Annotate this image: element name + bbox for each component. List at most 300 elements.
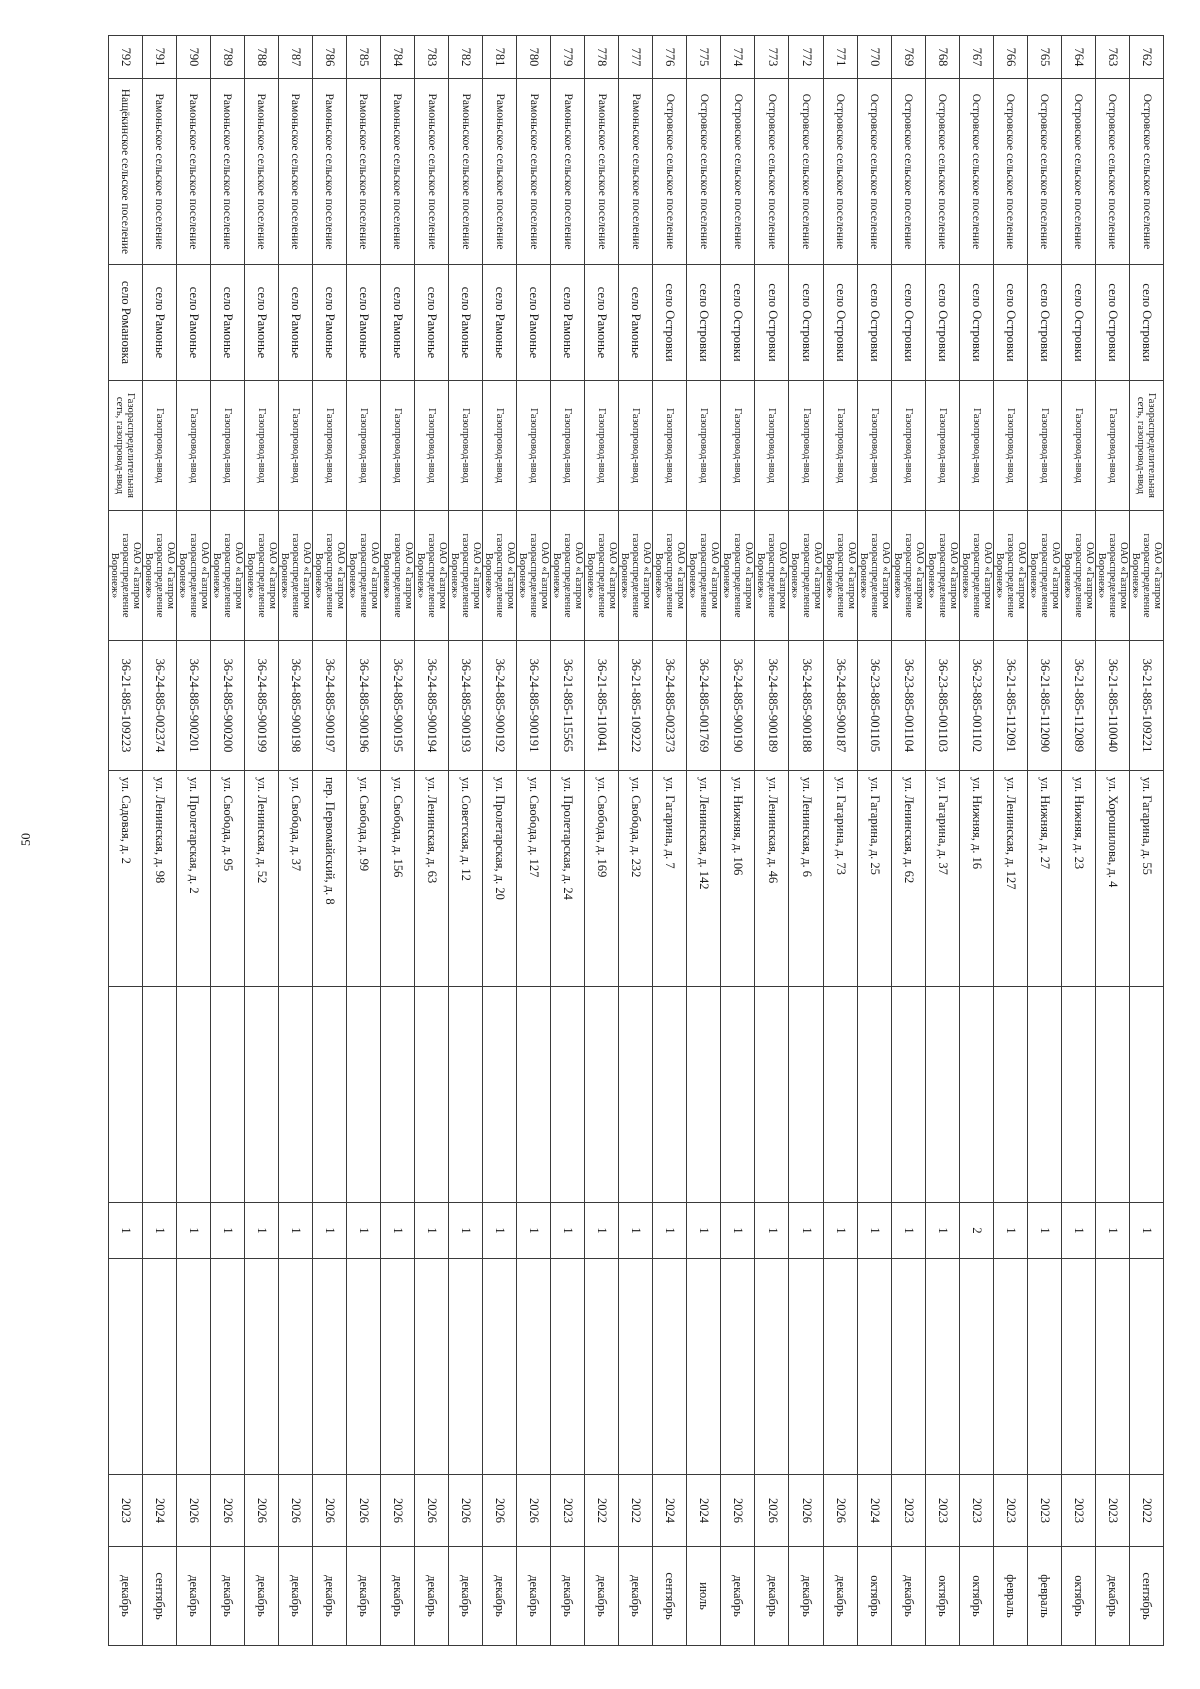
object-type-cell: Газопровод-ввод (789, 381, 823, 511)
object-type-cell: Газопровод-ввод (380, 381, 414, 511)
empty-cell (619, 1259, 653, 1475)
year-cell: 2026 (449, 1475, 483, 1547)
year-cell: 2022 (619, 1475, 653, 1547)
locality-cell: село Островки (721, 265, 755, 381)
month-cell: сентябрь (142, 1547, 176, 1646)
empty-cell (312, 987, 346, 1203)
address-cell: ул. Ленинская, д. 98 (142, 771, 176, 987)
table-row (1129, 36, 1163, 1646)
quantity-cell: 1 (619, 1203, 653, 1259)
row-number: 784 (380, 36, 414, 79)
object-type-cell: Газопровод-ввод (346, 381, 380, 511)
settlement-cell: Рамоньское сельское поселение (483, 79, 517, 265)
row-number: 783 (414, 36, 448, 79)
table-row (755, 36, 789, 1646)
empty-cell (1027, 1259, 1061, 1475)
address-cell: ул. Свобода, д. 232 (619, 771, 653, 987)
month-cell: декабрь (278, 1547, 312, 1646)
quantity-cell: 1 (414, 1203, 448, 1259)
empty-cell (755, 987, 789, 1203)
table-row (312, 36, 346, 1646)
organization-cell: ОАО «Газпром газораспределение Воронеж» (1129, 511, 1163, 641)
settlement-cell: Рамоньское сельское поселение (517, 79, 551, 265)
locality-cell: село Островки (925, 265, 959, 381)
object-type-cell: Газопровод-ввод (1061, 381, 1095, 511)
object-type-cell: Газопровод-ввод (687, 381, 721, 511)
table-row (176, 36, 210, 1646)
table-row (653, 36, 687, 1646)
empty-cell (176, 987, 210, 1203)
object-code-cell: 36-24-885-900197 (312, 641, 346, 771)
locality-cell: село Рамонье (380, 265, 414, 381)
row-number: 762 (1129, 36, 1163, 79)
settlement-cell: Рамоньское сельское поселение (244, 79, 278, 265)
locality-cell: село Островки (1027, 265, 1061, 381)
month-cell: октябрь (925, 1547, 959, 1646)
table-row (244, 36, 278, 1646)
organization-cell: ОАО «Газпром газораспределение Воронеж» (312, 511, 346, 641)
locality-cell: село Романовка (108, 265, 142, 381)
month-cell: декабрь (346, 1547, 380, 1646)
month-cell: декабрь (517, 1547, 551, 1646)
year-cell: 2026 (176, 1475, 210, 1547)
address-cell: ул. Пролетарская, д. 2 (176, 771, 210, 987)
empty-cell (789, 987, 823, 1203)
month-cell: октябрь (857, 1547, 891, 1646)
quantity-cell: 1 (449, 1203, 483, 1259)
month-cell: декабрь (891, 1547, 925, 1646)
quantity-cell: 1 (993, 1203, 1027, 1259)
quantity-cell: 1 (176, 1203, 210, 1259)
address-cell: ул. Ленинская, д. 62 (891, 771, 925, 987)
empty-cell (823, 1259, 857, 1475)
quantity-cell: 1 (108, 1203, 142, 1259)
empty-cell (959, 1259, 993, 1475)
empty-cell (721, 987, 755, 1203)
address-cell: ул. Садовая, д. 2 (108, 771, 142, 987)
table-row (1061, 36, 1095, 1646)
address-cell: ул. Нижняя, д. 27 (1027, 771, 1061, 987)
month-cell: февраль (993, 1547, 1027, 1646)
empty-cell (449, 987, 483, 1203)
quantity-cell: 1 (925, 1203, 959, 1259)
organization-cell: ОАО «Газпром газораспределение Воронеж» (619, 511, 653, 641)
address-cell: ул. Ленинская, д. 142 (687, 771, 721, 987)
object-type-cell: Газопровод-ввод (1027, 381, 1061, 511)
settlement-cell: Островское сельское поселение (789, 79, 823, 265)
table-row (823, 36, 857, 1646)
organization-cell: ОАО «Газпром газораспределение Воронеж» (1027, 511, 1061, 641)
empty-cell (176, 1259, 210, 1475)
object-code-cell: 36-24-885-900192 (483, 641, 517, 771)
organization-cell: ОАО «Газпром газораспределение Воронеж» (687, 511, 721, 641)
object-type-cell: Газопровод-ввод (755, 381, 789, 511)
table-row (585, 36, 619, 1646)
year-cell: 2024 (687, 1475, 721, 1547)
empty-cell (142, 987, 176, 1203)
year-cell: 2023 (1095, 1475, 1129, 1547)
table-row (551, 36, 585, 1646)
settlement-cell: Островское сельское поселение (959, 79, 993, 265)
locality-cell: село Островки (653, 265, 687, 381)
locality-cell: село Рамонье (619, 265, 653, 381)
empty-cell (925, 987, 959, 1203)
quantity-cell: 1 (142, 1203, 176, 1259)
address-cell: ул. Пролетарская, д. 24 (551, 771, 585, 987)
address-cell: ул. Советская, д. 12 (449, 771, 483, 987)
quantity-cell: 1 (857, 1203, 891, 1259)
object-type-cell: Газопровод-ввод (925, 381, 959, 511)
object-type-cell: Газопровод-ввод (585, 381, 619, 511)
table-row (857, 36, 891, 1646)
settlement-cell: Островское сельское поселение (1095, 79, 1129, 265)
empty-cell (346, 1259, 380, 1475)
locality-cell: село Рамонье (585, 265, 619, 381)
object-code-cell: 36-24-885-002373 (653, 641, 687, 771)
quantity-cell: 1 (517, 1203, 551, 1259)
table-row (483, 36, 517, 1646)
organization-cell: ОАО «Газпром газораспределение Воронеж» (1095, 511, 1129, 641)
table-row (687, 36, 721, 1646)
month-cell: декабрь (585, 1547, 619, 1646)
object-type-cell: Газопровод-ввод (721, 381, 755, 511)
object-code-cell: 36-24-885-001769 (687, 641, 721, 771)
row-number: 773 (755, 36, 789, 79)
row-number: 774 (721, 36, 755, 79)
object-code-cell: 36-21-885-109221 (1129, 641, 1163, 771)
object-code-cell: 36-24-885-900196 (346, 641, 380, 771)
empty-cell (551, 1259, 585, 1475)
object-code-cell: 36-24-885-900191 (517, 641, 551, 771)
empty-cell (108, 1259, 142, 1475)
settlement-cell: Островское сельское поселение (755, 79, 789, 265)
settlement-cell: Островское сельское поселение (721, 79, 755, 265)
table-row (721, 36, 755, 1646)
month-cell: декабрь (176, 1547, 210, 1646)
object-code-cell: 36-24-885-900188 (789, 641, 823, 771)
quantity-cell: 1 (380, 1203, 414, 1259)
year-cell: 2026 (380, 1475, 414, 1547)
address-cell: ул. Гагарина, д. 37 (925, 771, 959, 987)
month-cell: июль (687, 1547, 721, 1646)
registry-table-rotated (108, 35, 1164, 1645)
locality-cell: село Островки (891, 265, 925, 381)
month-cell: декабрь (823, 1547, 857, 1646)
organization-cell: ОАО «Газпром газораспределение Воронеж» (993, 511, 1027, 641)
object-type-cell: Газопровод-ввод (517, 381, 551, 511)
address-cell: ул. Ленинская, д. 6 (789, 771, 823, 987)
row-number: 782 (449, 36, 483, 79)
empty-cell (687, 1259, 721, 1475)
row-number: 780 (517, 36, 551, 79)
empty-cell (993, 987, 1027, 1203)
quantity-cell: 1 (346, 1203, 380, 1259)
year-cell: 2026 (483, 1475, 517, 1547)
object-code-cell: 36-21-885-112089 (1061, 641, 1095, 771)
settlement-cell: Островское сельское поселение (1129, 79, 1163, 265)
row-number: 765 (1027, 36, 1061, 79)
table-row (517, 36, 551, 1646)
settlement-cell: Рамоньское сельское поселение (278, 79, 312, 265)
settlement-cell: Рамоньское сельское поселение (551, 79, 585, 265)
locality-cell: село Островки (789, 265, 823, 381)
year-cell: 2026 (278, 1475, 312, 1547)
object-code-cell: 36-24-885-900187 (823, 641, 857, 771)
quantity-cell: 1 (483, 1203, 517, 1259)
settlement-cell: Рамоньское сельское поселение (449, 79, 483, 265)
month-cell: декабрь (108, 1547, 142, 1646)
quantity-cell: 1 (244, 1203, 278, 1259)
table-row (959, 36, 993, 1646)
organization-cell: ОАО «Газпром газораспределение Воронеж» (244, 511, 278, 641)
locality-cell: село Островки (687, 265, 721, 381)
table-row (1027, 36, 1061, 1646)
year-cell: 2026 (244, 1475, 278, 1547)
row-number: 787 (278, 36, 312, 79)
object-type-cell: Газопровод-ввод (1095, 381, 1129, 511)
object-code-cell: 36-21-885-110040 (1095, 641, 1129, 771)
object-code-cell: 36-24-885-002374 (142, 641, 176, 771)
row-number: 786 (312, 36, 346, 79)
empty-cell (959, 987, 993, 1203)
table-row (925, 36, 959, 1646)
quantity-cell: 1 (210, 1203, 244, 1259)
settlement-cell: Рамоньское сельское поселение (585, 79, 619, 265)
object-type-cell: Газораспределительная сеть, газопровод-ввод (108, 381, 142, 511)
empty-cell (857, 987, 891, 1203)
table-row (414, 36, 448, 1646)
organization-cell: ОАО «Газпром газораспределение Воронеж» (380, 511, 414, 641)
row-number: 777 (619, 36, 653, 79)
settlement-cell: Островское сельское поселение (857, 79, 891, 265)
settlement-cell: Островское сельское поселение (653, 79, 687, 265)
empty-cell (483, 1259, 517, 1475)
object-type-cell: Газопровод-ввод (449, 381, 483, 511)
organization-cell: ОАО «Газпром газораспределение Воронеж» (210, 511, 244, 641)
object-code-cell: 36-21-885-109223 (108, 641, 142, 771)
row-number: 776 (653, 36, 687, 79)
object-type-cell: Газопровод-ввод (312, 381, 346, 511)
empty-cell (1061, 1259, 1095, 1475)
empty-cell (993, 1259, 1027, 1475)
locality-cell: село Островки (1129, 265, 1163, 381)
row-number: 789 (210, 36, 244, 79)
year-cell: 2023 (551, 1475, 585, 1547)
row-number: 770 (857, 36, 891, 79)
empty-cell (687, 987, 721, 1203)
object-type-cell: Газопровод-ввод (210, 381, 244, 511)
object-type-cell: Газопровод-ввод (483, 381, 517, 511)
quantity-cell: 1 (823, 1203, 857, 1259)
settlement-cell: Островское сельское поселение (891, 79, 925, 265)
locality-cell: село Островки (959, 265, 993, 381)
empty-cell (244, 987, 278, 1203)
settlement-cell: Нащёкинское сельское поселение (108, 79, 142, 265)
organization-cell: ОАО «Газпром газораспределение Воронеж» (959, 511, 993, 641)
locality-cell: село Рамонье (278, 265, 312, 381)
settlement-cell: Рамоньское сельское поселение (312, 79, 346, 265)
year-cell: 2023 (891, 1475, 925, 1547)
year-cell: 2026 (789, 1475, 823, 1547)
object-code-cell: 36-21-885-115565 (551, 641, 585, 771)
locality-cell: село Островки (993, 265, 1027, 381)
locality-cell: село Рамонье (244, 265, 278, 381)
settlement-cell: Рамоньское сельское поселение (346, 79, 380, 265)
page-number: 50 (18, 833, 33, 846)
registry-table (108, 35, 1164, 1646)
empty-cell (210, 987, 244, 1203)
empty-cell (380, 987, 414, 1203)
quantity-cell: 1 (551, 1203, 585, 1259)
organization-cell: ОАО «Газпром газораспределение Воронеж» (483, 511, 517, 641)
row-number: 788 (244, 36, 278, 79)
quantity-cell: 1 (789, 1203, 823, 1259)
address-cell: ул. Хорошилова, д. 4 (1095, 771, 1129, 987)
row-number: 768 (925, 36, 959, 79)
table-row (142, 36, 176, 1646)
address-cell: ул. Нижняя, д. 23 (1061, 771, 1095, 987)
object-code-cell: 36-24-885-900199 (244, 641, 278, 771)
year-cell: 2023 (1061, 1475, 1095, 1547)
settlement-cell: Островское сельское поселение (993, 79, 1027, 265)
quantity-cell: 1 (585, 1203, 619, 1259)
year-cell: 2026 (823, 1475, 857, 1547)
month-cell: декабрь (619, 1547, 653, 1646)
object-code-cell: 36-24-885-900189 (755, 641, 789, 771)
row-number: 764 (1061, 36, 1095, 79)
object-code-cell: 36-24-885-900190 (721, 641, 755, 771)
empty-cell (278, 1259, 312, 1475)
row-number: 767 (959, 36, 993, 79)
object-type-cell: Газопровод-ввод (278, 381, 312, 511)
object-type-cell: Газопровод-ввод (619, 381, 653, 511)
table-row (210, 36, 244, 1646)
month-cell: декабрь (449, 1547, 483, 1646)
locality-cell: село Островки (823, 265, 857, 381)
organization-cell: ОАО «Газпром газораспределение Воронеж» (346, 511, 380, 641)
settlement-cell: Рамоньское сельское поселение (176, 79, 210, 265)
quantity-cell: 1 (687, 1203, 721, 1259)
object-code-cell: 36-21-885-112090 (1027, 641, 1061, 771)
object-type-cell: Газопровод-ввод (959, 381, 993, 511)
empty-cell (483, 987, 517, 1203)
organization-cell: ОАО «Газпром газораспределение Воронеж» (891, 511, 925, 641)
address-cell: ул. Гагарина, д. 73 (823, 771, 857, 987)
year-cell: 2023 (1027, 1475, 1061, 1547)
year-cell: 2023 (993, 1475, 1027, 1547)
empty-cell (1095, 987, 1129, 1203)
table-row (789, 36, 823, 1646)
empty-cell (346, 987, 380, 1203)
object-type-cell: Газопровод-ввод (176, 381, 210, 511)
address-cell: пер. Первомайский, д. 8 (312, 771, 346, 987)
organization-cell: ОАО «Газпром газораспределение Воронеж» (653, 511, 687, 641)
row-number: 766 (993, 36, 1027, 79)
locality-cell: село Островки (1095, 265, 1129, 381)
year-cell: 2022 (1129, 1475, 1163, 1547)
empty-cell (142, 1259, 176, 1475)
empty-cell (244, 1259, 278, 1475)
empty-cell (721, 1259, 755, 1475)
object-code-cell: 36-24-885-900200 (210, 641, 244, 771)
table-row (891, 36, 925, 1646)
month-cell: октябрь (959, 1547, 993, 1646)
object-code-cell: 36-24-885-900195 (380, 641, 414, 771)
object-type-cell: Газораспределительная сеть, газопровод-ввод (1129, 381, 1163, 511)
address-cell: ул. Нижняя, д. 16 (959, 771, 993, 987)
quantity-cell: 1 (653, 1203, 687, 1259)
locality-cell: село Рамонье (449, 265, 483, 381)
settlement-cell: Островское сельское поселение (925, 79, 959, 265)
month-cell: декабрь (721, 1547, 755, 1646)
address-cell: ул. Ленинская, д. 127 (993, 771, 1027, 987)
settlement-cell: Островское сельское поселение (1027, 79, 1061, 265)
empty-cell (653, 987, 687, 1203)
address-cell: ул. Гагарина, д. 25 (857, 771, 891, 987)
year-cell: 2022 (585, 1475, 619, 1547)
month-cell: декабрь (210, 1547, 244, 1646)
empty-cell (1095, 1259, 1129, 1475)
year-cell: 2026 (414, 1475, 448, 1547)
row-number: 763 (1095, 36, 1129, 79)
settlement-cell: Рамоньское сельское поселение (414, 79, 448, 265)
locality-cell: село Рамонье (210, 265, 244, 381)
empty-cell (1027, 987, 1061, 1203)
address-cell: ул. Гагарина, д. 7 (653, 771, 687, 987)
empty-cell (551, 987, 585, 1203)
locality-cell: село Рамонье (551, 265, 585, 381)
settlement-cell: Рамоньское сельское поселение (380, 79, 414, 265)
empty-cell (925, 1259, 959, 1475)
settlement-cell: Рамоньское сельское поселение (619, 79, 653, 265)
month-cell: декабрь (789, 1547, 823, 1646)
quantity-cell: 1 (312, 1203, 346, 1259)
object-code-cell: 36-23-885-001103 (925, 641, 959, 771)
organization-cell: ОАО «Газпром газораспределение Воронеж» (721, 511, 755, 641)
address-cell: ул. Свобода, д. 37 (278, 771, 312, 987)
organization-cell: ОАО «Газпром газораспределение Воронеж» (857, 511, 891, 641)
organization-cell: ОАО «Газпром газораспределение Воронеж» (414, 511, 448, 641)
object-code-cell: 36-24-885-900194 (414, 641, 448, 771)
year-cell: 2026 (312, 1475, 346, 1547)
month-cell: декабрь (755, 1547, 789, 1646)
object-code-cell: 36-23-885-001104 (891, 641, 925, 771)
empty-cell (449, 1259, 483, 1475)
year-cell: 2024 (653, 1475, 687, 1547)
settlement-cell: Островское сельское поселение (687, 79, 721, 265)
object-type-cell: Газопровод-ввод (551, 381, 585, 511)
address-cell: ул. Свобода, д. 95 (210, 771, 244, 987)
address-cell: ул. Нижняя, д. 106 (721, 771, 755, 987)
empty-cell (517, 1259, 551, 1475)
locality-cell: село Рамонье (483, 265, 517, 381)
row-number: 790 (176, 36, 210, 79)
empty-cell (585, 987, 619, 1203)
empty-cell (857, 1259, 891, 1475)
month-cell: декабрь (1095, 1547, 1129, 1646)
month-cell: декабрь (312, 1547, 346, 1646)
empty-cell (891, 987, 925, 1203)
settlement-cell: Островское сельское поселение (1061, 79, 1095, 265)
quantity-cell: 1 (1027, 1203, 1061, 1259)
organization-cell: ОАО «Газпром газораспределение Воронеж» (755, 511, 789, 641)
address-cell: ул. Ленинская, д. 46 (755, 771, 789, 987)
quantity-cell: 1 (891, 1203, 925, 1259)
empty-cell (755, 1259, 789, 1475)
year-cell: 2024 (142, 1475, 176, 1547)
month-cell: сентябрь (1129, 1547, 1163, 1646)
object-type-cell: Газопровод-ввод (891, 381, 925, 511)
